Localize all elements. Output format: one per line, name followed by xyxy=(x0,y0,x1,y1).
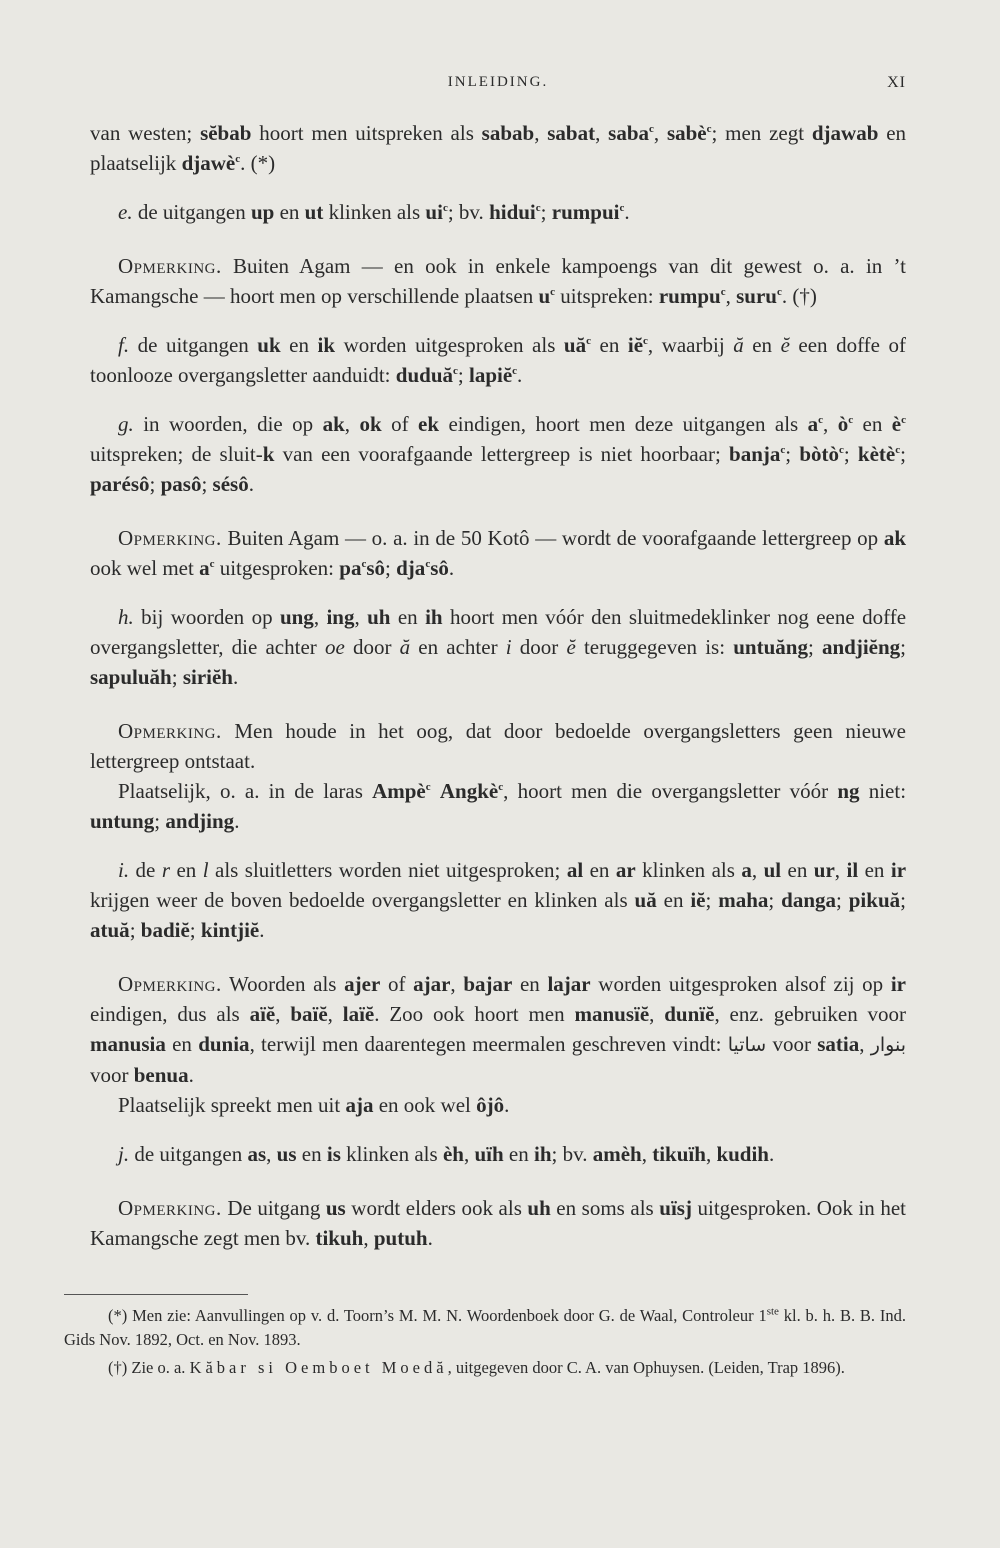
remark-label: Opmerking. xyxy=(118,972,222,996)
main-text xyxy=(90,118,906,1253)
remark-g: Opmerking. Buiten Agam — o. a. in de 50 Kotô — wordt de voorafgaande lettergreep op ak ook wel met $a^c$ uitgesproken: $pa^csô$; dja$^c$sô. xyxy=(90,526,906,580)
paragraph-h: h. bij woorden op ung, ing, uh en ih hoort men vóór den sluitmedeklinker nog eene doffe overgangsletter, die achter oe door ă en achter i door ĕ teruggegeven is: untuăng; andjiĕng; sapuluăh; siriĕh. xyxy=(90,605,907,689)
remark-label: Opmerking. xyxy=(118,719,222,743)
footnote-divider xyxy=(64,1294,248,1295)
footnotes xyxy=(64,1304,906,1384)
footnote-1: (*) Men zie: Aanvullingen op v. d. Toorn’s M. M. N. Woordenboek door G. de Waal, Controleur 1ste kl. b. h. B. B. Ind. Gids Nov. 1892, Oct. en Nov. 1893. xyxy=(64,1305,906,1349)
remark-label: Opmerking. xyxy=(118,1196,222,1220)
paragraph-g: g. in woorden, die op ak, ok of ek eindigen, hoort men deze uitgangen als $a^c$, $ò^c$ en $è^c$ uitspreken; de sluit-k van een voorafgaande lettergreep is niet hoorbaar; banja$^c$; bòtò$^c$; kètè$^c$; parésô; pasô; sésô. xyxy=(90,412,907,496)
remark-e: Opmerking. Buiten Agam — en ook in enkele kampoengs van dit gewest o. a. in ’t Kamangsche — hoort men op verschillende plaatsen $u^c$ uitspreken: rumpu$^c$, suru$^c$. (†) xyxy=(90,254,907,308)
item-label: j. xyxy=(118,1142,130,1166)
paragraph-continuation: van westen; sĕbab hoort men uitspreken als sabab, sabat, saba$^c$, sabè$^c$; men zegt djawab en plaatselijk djawè$^c$. (*) xyxy=(90,121,907,175)
footnote-mark: (*) xyxy=(108,1306,128,1325)
paragraph-f: f. de uitgangen uk en ik worden uitgesproken als $uă^c$ en $iĕ^c$, waarbij ă en ĕ een doffe of toonlooze overgangsletter aanduidt: duduă$^c$; lapiĕ$^c$. xyxy=(90,333,907,387)
running-title: INLEIDING. xyxy=(447,74,549,90)
footnote-2: (†) Zie o. a. Kăbar si Oemboet Moedă, uitgegeven door C. A. van Ophuysen. (Leiden, Trap 1896). xyxy=(108,1358,845,1377)
item-label: i. xyxy=(118,858,130,882)
remark-i: Opmerking. Woorden als ajer of ajar, bajar en lajar worden uitgesproken alsof zij op ir eindigen, dus als aïĕ, baïĕ, laïĕ. Zoo ook hoort men manusïĕ, dunïĕ, enz. gebruiken voor manusia en dunia, terwijl men daarentegen meermalen geschreven vindt: ساتيا voor satia, بنوار voor benua. xyxy=(90,972,907,1087)
remark-label: Opmerking. xyxy=(118,526,222,550)
remark-label: Opmerking. xyxy=(118,254,222,278)
item-label: h. xyxy=(118,605,134,629)
page-number: XI xyxy=(887,74,906,91)
remark-j: Opmerking. De uitgang us wordt elders ook als uh en soms als uïsj uitgesproken. Ook in het Kamangsche zegt men bv. tikuh, putuh. xyxy=(90,1196,906,1250)
running-header xyxy=(90,74,906,100)
paragraph-i: i. de r en l als sluitletters worden niet uitgesproken; al en ar klinken als a, ul en ur, il en ir krijgen weer de boven bedoelde overgangsletter en klinken als uă en iĕ; maha; danga; pikuă; atuă; badiĕ; kintjiĕ. xyxy=(90,858,907,942)
item-label: f. xyxy=(118,333,130,357)
footnote-mark: (†) xyxy=(108,1358,128,1377)
item-label: e. xyxy=(118,200,133,224)
paragraph-j: j. de uitgangen as, us en is klinken als èh, uïh en ih; bv. amèh, tikuïh, kudih. xyxy=(118,1142,775,1166)
remark-i-continued: Plaatselijk spreekt men uit aja en ook wel ôjô. xyxy=(118,1093,510,1117)
paragraph-e: e. de uitgangen up en ut klinken als $ui^c$; bv. hidui$^c$; rumpui$^c$. xyxy=(118,200,630,224)
remark-h: Opmerking. Men houde in het oog, dat door bedoelde overgangsletters geen nieuwe lettergreep ontstaat. xyxy=(90,719,907,773)
remark-h-continued: Plaatselijk, o. a. in de laras Ampè$^c$ Angkè$^c$, hoort men die overgangsletter vóór ng niet: untung; andjing. xyxy=(90,779,907,833)
item-label: g. xyxy=(118,412,134,436)
